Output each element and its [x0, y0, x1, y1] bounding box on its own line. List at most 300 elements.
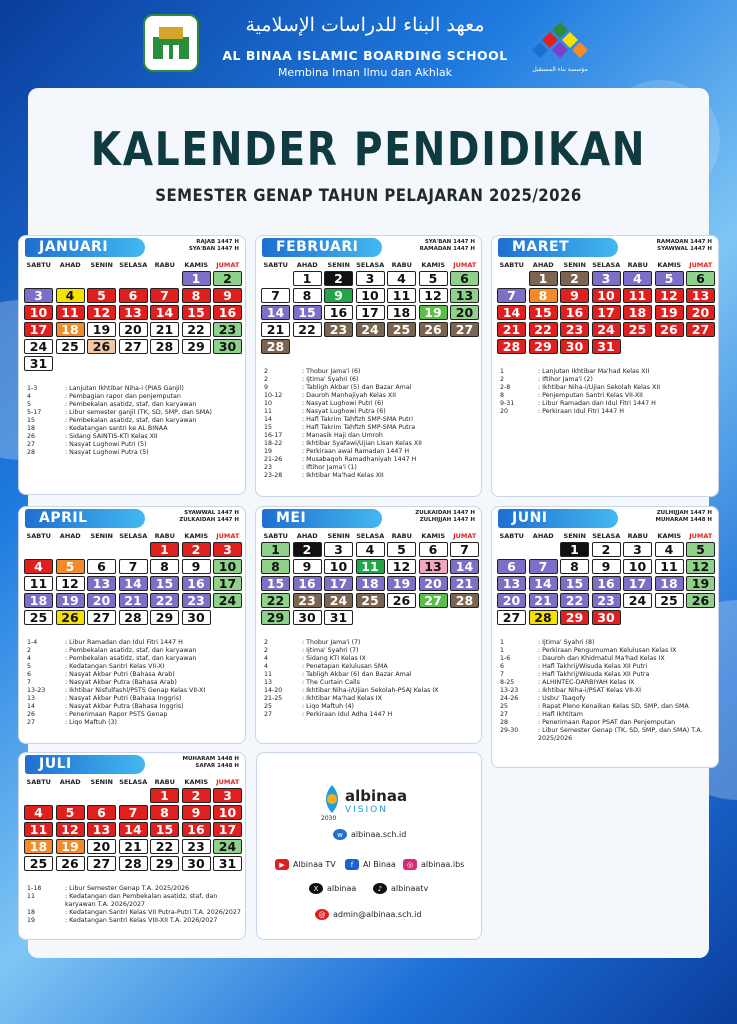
event-text: : Iftihor Jama'i (2) — [538, 376, 593, 383]
event-text: : Usbu' Tsaqofy — [538, 695, 586, 702]
date-cell[interactable]: 19 — [387, 576, 416, 591]
facebook-row[interactable]: f Al Binaa — [345, 859, 396, 870]
date-cell[interactable]: 23 — [324, 322, 353, 337]
date-cell[interactable]: 7 — [119, 559, 148, 574]
event-item — [27, 409, 212, 417]
date-cell[interactable]: 21 — [529, 593, 558, 608]
date-cell[interactable]: 27 — [497, 610, 526, 625]
date-cell[interactable]: 28 — [261, 339, 290, 354]
event-item — [500, 647, 718, 655]
date-cell[interactable]: 15 — [150, 576, 179, 591]
event-text: : Kedatangan Santri Kelas VIII-XII T.A. 2026/2027 — [65, 917, 218, 924]
event-text: : Hafl Takhrij/Wisuda Kelas XII Putra — [538, 671, 650, 678]
date-cell[interactable]: 8 — [261, 559, 290, 574]
date-cell[interactable]: 22 — [150, 839, 179, 854]
day-header: RABU — [391, 532, 412, 540]
date-cell[interactable]: 6 — [119, 288, 148, 303]
date-cell[interactable]: 24 — [213, 593, 242, 608]
date-cell[interactable]: 16 — [293, 576, 322, 591]
date-cell[interactable]: 25 — [24, 856, 53, 871]
date-cell[interactable]: 1 — [293, 271, 322, 286]
event-item — [27, 441, 212, 449]
event-item — [264, 384, 422, 392]
date-cell[interactable]: 21 — [119, 839, 148, 854]
date-cell[interactable]: 31 — [213, 856, 242, 871]
date-cell[interactable]: 17 — [213, 576, 242, 591]
hijri-month: SYAWWAL 1447 H — [184, 510, 239, 516]
day-header: RABU — [627, 532, 648, 540]
date-cell[interactable]: 15 — [261, 576, 290, 591]
event-item — [27, 695, 205, 703]
event-item — [500, 719, 718, 727]
event-text: : Sidang SAINTIS-KTI Kelas XII — [65, 433, 158, 440]
event-date: 2 — [264, 376, 269, 383]
event-list — [27, 885, 245, 925]
date-cell[interactable]: 21 — [497, 322, 526, 337]
date-cell[interactable]: 14 — [119, 822, 148, 837]
date-cell[interactable]: 1 — [529, 271, 558, 286]
date-cell[interactable]: 4 — [24, 805, 53, 820]
event-item — [264, 392, 422, 400]
date-cell[interactable]: 17 — [623, 576, 652, 591]
date-cell[interactable]: 3 — [24, 288, 53, 303]
date-cell[interactable]: 30 — [592, 610, 621, 625]
x-row[interactable]: X albinaa — [309, 883, 356, 894]
date-cell[interactable]: 30 — [560, 339, 589, 354]
event-date: 5 — [27, 401, 32, 408]
date-cell[interactable]: 12 — [56, 822, 85, 837]
date-cell[interactable]: 13 — [686, 288, 715, 303]
date-cell[interactable]: 8 — [529, 288, 558, 303]
date-cell[interactable]: 12 — [419, 288, 448, 303]
date-cell[interactable]: 20 — [686, 305, 715, 320]
event-date: 24-26 — [500, 695, 519, 702]
date-cell[interactable]: 26 — [56, 856, 85, 871]
date-cell[interactable]: 18 — [56, 322, 85, 337]
hijri-month: MUHARAM 1448 H — [182, 756, 239, 762]
date-cell[interactable]: 5 — [655, 271, 684, 286]
event-date: 2-8 — [500, 384, 511, 391]
date-cell[interactable]: 2 — [213, 271, 242, 286]
date-cell[interactable]: 5 — [56, 805, 85, 820]
date-cell[interactable]: 12 — [655, 288, 684, 303]
date-cell[interactable]: 6 — [419, 542, 448, 557]
date-cell[interactable]: 18 — [24, 839, 53, 854]
date-cell[interactable]: 6 — [686, 271, 715, 286]
date-cell[interactable]: 23 — [293, 593, 322, 608]
date-cell[interactable]: 20 — [87, 839, 116, 854]
day-header: RABU — [627, 261, 648, 269]
date-cell[interactable]: 10 — [213, 559, 242, 574]
date-cell[interactable]: 20 — [497, 593, 526, 608]
date-cell[interactable]: 4 — [24, 559, 53, 574]
date-cell[interactable]: 20 — [87, 593, 116, 608]
date-cell[interactable]: 24 — [592, 322, 621, 337]
hijri-month: RAMADAN 1447 H — [656, 239, 712, 245]
day-header: RABU — [154, 532, 175, 540]
event-date: 1-6 — [500, 655, 511, 662]
date-cell[interactable]: 27 — [119, 339, 148, 354]
event-text: : Perkiraan awal Ramadan 1447 H — [302, 448, 410, 455]
date-cell[interactable]: 22 — [150, 593, 179, 608]
date-cell[interactable]: 11 — [24, 822, 53, 837]
foundation-logo — [520, 20, 600, 84]
date-cell[interactable]: 21 — [150, 322, 179, 337]
date-cell[interactable]: 24 — [324, 593, 353, 608]
date-cell[interactable]: 18 — [356, 576, 385, 591]
day-header: AHAD — [59, 778, 81, 786]
event-item — [264, 639, 439, 647]
event-item — [264, 647, 439, 655]
date-cell[interactable]: 26 — [387, 593, 416, 608]
date-cell[interactable]: 4 — [56, 288, 85, 303]
date-cell[interactable]: 1 — [182, 271, 211, 286]
date-cell[interactable]: 11 — [387, 288, 416, 303]
event-text: : Ijtima' Syahri (8) — [538, 639, 595, 646]
event-date: 28 — [500, 719, 509, 726]
date-cell[interactable]: 28 — [497, 339, 526, 354]
date-cell[interactable]: 9 — [293, 559, 322, 574]
date-cell[interactable]: 17 — [213, 822, 242, 837]
day-header: SABTU — [26, 778, 51, 786]
date-cell[interactable]: 10 — [592, 288, 621, 303]
date-cell[interactable]: 23 — [182, 593, 211, 608]
date-cell[interactable]: 1 — [150, 788, 179, 803]
date-cell[interactable]: 26 — [87, 339, 116, 354]
date-cell[interactable]: 29 — [560, 610, 589, 625]
event-item — [500, 655, 718, 663]
date-cell[interactable]: 17 — [324, 576, 353, 591]
date-cell[interactable]: 5 — [87, 288, 116, 303]
date-cell[interactable]: 2 — [592, 542, 621, 557]
youtube-row[interactable]: ▶ Albinaa TV — [275, 859, 336, 870]
date-cell[interactable]: 6 — [87, 805, 116, 820]
date-cell[interactable]: 20 — [450, 305, 479, 320]
date-cell[interactable]: 16 — [182, 822, 211, 837]
event-item — [27, 449, 212, 457]
date-cell[interactable]: 24 — [356, 322, 385, 337]
date-cell[interactable]: 25 — [356, 593, 385, 608]
date-cell[interactable]: 26 — [655, 322, 684, 337]
date-cell[interactable]: 9 — [324, 288, 353, 303]
date-cell[interactable]: 24 — [623, 593, 652, 608]
hijri-month: SYAWWAL 1447 H — [657, 246, 712, 252]
date-cell[interactable]: 19 — [655, 305, 684, 320]
date-cell[interactable]: 22 — [182, 322, 211, 337]
date-cell[interactable]: 26 — [419, 322, 448, 337]
date-cell[interactable]: 15 — [293, 305, 322, 320]
date-cell[interactable]: 12 — [87, 305, 116, 320]
date-cell[interactable]: 10 — [356, 288, 385, 303]
date-cell[interactable]: 10 — [24, 305, 53, 320]
date-cell[interactable]: 10 — [324, 559, 353, 574]
event-item — [264, 416, 422, 424]
event-text: : Kedatangan Santri Kelas VII Putra-Putri T.A. 2026/2027 — [65, 909, 241, 916]
date-cell[interactable]: 23 — [213, 322, 242, 337]
event-text: : Rapat Pleno Kenaikan Kelas SD, SMP, dan SMA — [538, 703, 689, 710]
date-cell[interactable]: 17 — [356, 305, 385, 320]
event-text: : Hafl Takrim Tahfizh SMP-SMA Putra — [302, 424, 416, 431]
date-cell[interactable]: 19 — [87, 322, 116, 337]
date-cell[interactable]: 5 — [387, 542, 416, 557]
date-cell[interactable]: 30 — [213, 339, 242, 354]
date-cell[interactable]: 18 — [655, 576, 684, 591]
event-text: : ALHINTEC-DARBIYAH Kelas IX — [538, 679, 635, 686]
date-cell[interactable]: 21 — [119, 593, 148, 608]
date-cell[interactable]: 26 — [56, 610, 85, 625]
date-cell[interactable]: 3 — [592, 271, 621, 286]
day-headers — [260, 261, 481, 269]
date-cell[interactable]: 5 — [56, 559, 85, 574]
date-cell[interactable]: 13 — [450, 288, 479, 303]
date-cell[interactable]: 7 — [119, 805, 148, 820]
month-title: JANUARI — [25, 238, 145, 257]
date-cell[interactable]: 4 — [623, 271, 652, 286]
date-cell[interactable]: 12 — [387, 559, 416, 574]
date-cell[interactable]: 20 — [119, 322, 148, 337]
date-cell[interactable]: 4 — [387, 271, 416, 286]
event-date: 2 — [500, 376, 505, 383]
date-cell[interactable]: 19 — [56, 839, 85, 854]
event-text: : Penetapan Kelulusan SMA — [302, 663, 388, 670]
date-cell[interactable]: 22 — [529, 322, 558, 337]
date-cell[interactable]: 25 — [387, 322, 416, 337]
date-cell[interactable]: 16 — [592, 576, 621, 591]
date-cell[interactable]: 16 — [324, 305, 353, 320]
date-cell[interactable]: 30 — [182, 856, 211, 871]
date-cell[interactable]: 11 — [56, 305, 85, 320]
date-cell[interactable]: 6 — [497, 559, 526, 574]
brand-year: 2030 — [321, 815, 337, 822]
date-cell[interactable]: 3 — [623, 542, 652, 557]
date-cell[interactable]: 28 — [119, 856, 148, 871]
event-text: : Thobur Jama'i (7) — [302, 639, 361, 646]
date-cell[interactable]: 11 — [24, 576, 53, 591]
date-cell[interactable]: 7 — [529, 559, 558, 574]
date-cell[interactable]: 17 — [24, 322, 53, 337]
event-text: : Ikhtibar Niha-i/PSAT Kelas VII-XI — [538, 687, 642, 694]
event-date: 2 — [264, 639, 269, 646]
date-cell[interactable]: 23 — [560, 322, 589, 337]
event-date: 15 — [27, 417, 36, 424]
date-cell[interactable]: 13 — [419, 559, 448, 574]
date-cell[interactable]: 13 — [87, 576, 116, 591]
date-cell[interactable]: 3 — [213, 788, 242, 803]
date-cell[interactable]: 21 — [261, 322, 290, 337]
date-cell[interactable]: 25 — [24, 610, 53, 625]
tiktok-row[interactable]: ♪ albinaatv — [373, 883, 428, 894]
date-cell[interactable]: 22 — [293, 322, 322, 337]
date-cell[interactable]: 3 — [324, 542, 353, 557]
date-cell[interactable]: 16 — [560, 305, 589, 320]
day-header: SELASA — [119, 532, 148, 540]
date-cell[interactable]: 23 — [182, 839, 211, 854]
website-row[interactable]: w albinaa.sch.id — [333, 829, 406, 840]
event-item — [500, 384, 660, 392]
date-cell[interactable]: 11 — [655, 559, 684, 574]
date-cell[interactable]: 6 — [87, 559, 116, 574]
date-cell[interactable]: 15 — [150, 822, 179, 837]
date-cell[interactable]: 15 — [182, 305, 211, 320]
date-cell[interactable]: 5 — [419, 271, 448, 286]
date-cell[interactable]: 25 — [655, 593, 684, 608]
date-cell[interactable]: 4 — [655, 542, 684, 557]
date-cell[interactable]: 23 — [592, 593, 621, 608]
date-cell[interactable]: 16 — [213, 305, 242, 320]
date-cell[interactable]: 8 — [182, 288, 211, 303]
event-item — [500, 679, 718, 687]
date-cell[interactable]: 31 — [324, 610, 353, 625]
date-cell[interactable]: 27 — [419, 593, 448, 608]
date-cell[interactable]: 31 — [592, 339, 621, 354]
date-cell[interactable]: 14 — [450, 559, 479, 574]
date-cell[interactable]: 15 — [560, 576, 589, 591]
date-cell[interactable]: 3 — [356, 271, 385, 286]
day-headers — [23, 261, 244, 269]
school-motto: Membina Iman Ilmu dan Akhlak — [277, 66, 453, 79]
date-cell[interactable]: 29 — [150, 856, 179, 871]
date-cell[interactable]: 2 — [293, 542, 322, 557]
date-cell[interactable]: 27 — [686, 322, 715, 337]
date-cell[interactable]: 18 — [387, 305, 416, 320]
date-cell[interactable]: 9 — [182, 805, 211, 820]
date-cell[interactable]: 2 — [560, 271, 589, 286]
month-title: JUNI — [498, 509, 618, 528]
date-cell[interactable]: 14 — [497, 305, 526, 320]
date-cell[interactable]: 11 — [356, 559, 385, 574]
date-cell[interactable]: 27 — [87, 856, 116, 871]
date-cell[interactable]: 14 — [119, 576, 148, 591]
date-cell[interactable]: 3 — [213, 542, 242, 557]
date-cell[interactable]: 8 — [150, 559, 179, 574]
date-cell[interactable]: 12 — [686, 559, 715, 574]
date-cell[interactable]: 29 — [529, 339, 558, 354]
date-cell[interactable]: 26 — [686, 593, 715, 608]
event-text: : Liqo Maftuh (4) — [302, 703, 355, 710]
event-text: : Ikhtibar Ma'had Kelas IX — [302, 695, 382, 702]
date-cell[interactable]: 16 — [182, 576, 211, 591]
instagram-row[interactable]: ◎ albinaa.ibs — [403, 859, 464, 870]
date-cell[interactable]: 11 — [623, 288, 652, 303]
date-cell[interactable]: 2 — [182, 542, 211, 557]
event-text: : Dauroh Manhajiyah Kelas XII — [302, 392, 396, 399]
day-header: SABTU — [263, 532, 288, 540]
day-header: JUMAT — [453, 261, 477, 269]
date-cell[interactable]: 24 — [24, 339, 53, 354]
date-cell[interactable]: 9 — [182, 559, 211, 574]
date-cell[interactable]: 7 — [150, 288, 179, 303]
date-cell[interactable]: 1 — [150, 542, 179, 557]
date-cell[interactable]: 6 — [450, 271, 479, 286]
date-cell[interactable]: 12 — [56, 576, 85, 591]
date-cell[interactable]: 30 — [293, 610, 322, 625]
event-item — [264, 400, 422, 408]
event-text: : Libur Ramadan dan Idul Fitri 1447 H — [538, 400, 656, 407]
date-cell[interactable]: 29 — [261, 610, 290, 625]
date-cell[interactable]: 8 — [150, 805, 179, 820]
date-cell[interactable]: 10 — [623, 559, 652, 574]
date-cell[interactable]: 28 — [450, 593, 479, 608]
date-cell[interactable]: 19 — [419, 305, 448, 320]
date-cell[interactable]: 25 — [623, 322, 652, 337]
date-cell[interactable]: 19 — [686, 576, 715, 591]
email-row[interactable]: @ admin@albinaa.sch.id — [315, 909, 421, 920]
date-cell[interactable]: 18 — [623, 305, 652, 320]
date-cell[interactable]: 13 — [497, 576, 526, 591]
date-cell[interactable]: 10 — [213, 805, 242, 820]
school-logo — [143, 14, 199, 72]
date-cell[interactable]: 17 — [592, 305, 621, 320]
date-cell[interactable]: 22 — [560, 593, 589, 608]
date-cell[interactable]: 28 — [529, 610, 558, 625]
date-cell[interactable]: 8 — [560, 559, 589, 574]
date-cell[interactable]: 29 — [150, 610, 179, 625]
date-cell[interactable]: 24 — [213, 839, 242, 854]
date-cell[interactable]: 14 — [261, 305, 290, 320]
instagram-icon: ◎ — [403, 859, 417, 870]
date-cell[interactable]: 27 — [87, 610, 116, 625]
date-cell[interactable]: 19 — [56, 593, 85, 608]
event-item — [500, 703, 718, 711]
social-card — [256, 752, 482, 940]
date-cell[interactable]: 4 — [356, 542, 385, 557]
date-cell[interactable]: 5 — [686, 542, 715, 557]
globe-icon: w — [333, 829, 347, 840]
event-date: 21-25 — [264, 695, 283, 702]
date-cell[interactable]: 13 — [87, 822, 116, 837]
date-cell[interactable]: 1 — [560, 542, 589, 557]
date-cell[interactable]: 14 — [529, 576, 558, 591]
date-cell[interactable]: 21 — [450, 576, 479, 591]
date-cell[interactable]: 28 — [119, 610, 148, 625]
event-text: : Kedatangan Santri Kelas VII-XI — [65, 663, 165, 670]
date-cell[interactable]: 18 — [24, 593, 53, 608]
event-text: : Hafl Takhrij/Wisuda Kelas XII Putri — [538, 663, 648, 670]
date-cell[interactable]: 29 — [182, 339, 211, 354]
date-cell[interactable]: 8 — [293, 288, 322, 303]
event-text: : Kedatangan santri ke AL BINAA — [65, 425, 168, 432]
date-cell[interactable]: 20 — [419, 576, 448, 591]
date-cell[interactable]: 2 — [324, 271, 353, 286]
date-cell[interactable]: 9 — [592, 559, 621, 574]
date-cell[interactable]: 25 — [56, 339, 85, 354]
date-cell[interactable]: 2 — [182, 788, 211, 803]
event-text: : Lanjutan Ikhtibar Niha-i (PIAS Ganjil) — [65, 385, 184, 392]
day-header: JUMAT — [216, 778, 240, 786]
date-cell[interactable]: 30 — [182, 610, 211, 625]
day-header: SELASA — [356, 532, 385, 540]
event-date: 6 — [27, 671, 32, 678]
event-text: : Ikhtibar Nisfulfashl/PSTS Genap Kelas VII-XI — [65, 687, 206, 694]
event-list — [27, 385, 212, 457]
date-cell[interactable]: 7 — [261, 288, 290, 303]
date-cell[interactable]: 31 — [24, 356, 53, 371]
date-cell[interactable]: 15 — [529, 305, 558, 320]
date-cell[interactable]: 9 — [560, 288, 589, 303]
date-cell[interactable]: 13 — [119, 305, 148, 320]
date-cell[interactable]: 27 — [450, 322, 479, 337]
date-cell[interactable]: 22 — [261, 593, 290, 608]
date-cell[interactable]: 1 — [261, 542, 290, 557]
event-text: : Perkiraan Pengumuman Kelulusan Kelas IX — [538, 647, 677, 654]
date-cell[interactable]: 28 — [150, 339, 179, 354]
date-cell[interactable]: 9 — [213, 288, 242, 303]
month-card-maret — [491, 235, 719, 497]
date-cell[interactable]: 7 — [497, 288, 526, 303]
event-text: : Hafl Takrim Tahfizh SMP-SMA Putri — [302, 416, 413, 423]
date-cell[interactable]: 7 — [450, 542, 479, 557]
date-cell[interactable]: 14 — [150, 305, 179, 320]
